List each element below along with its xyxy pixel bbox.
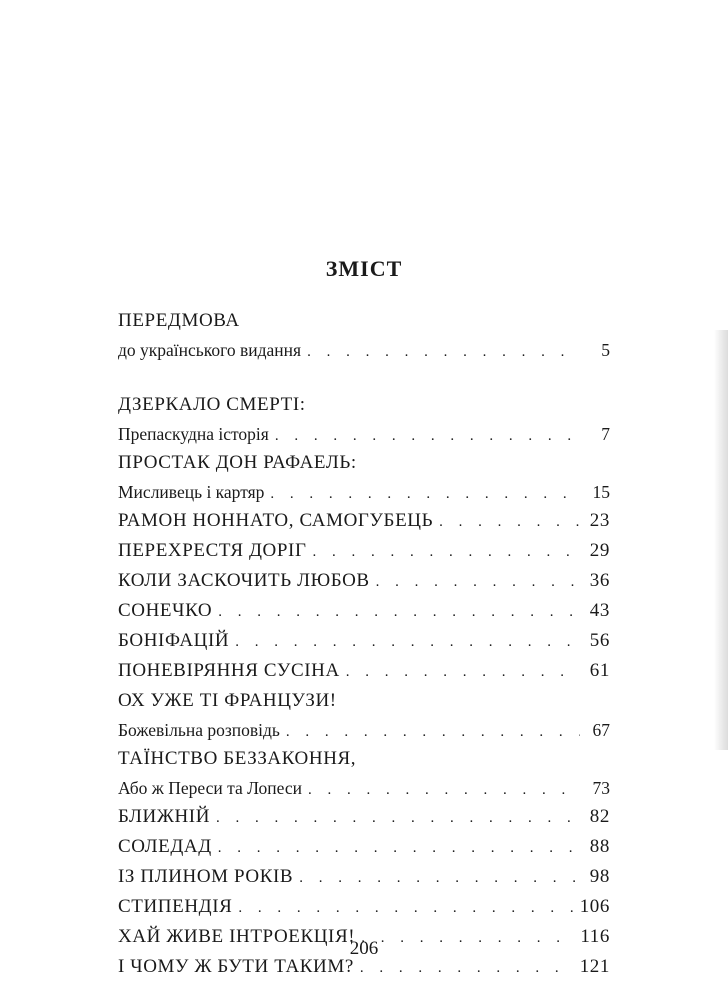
toc-entry-title — [118, 862, 610, 892]
dot-leader — [238, 893, 573, 923]
toc-entry-subtitle — [118, 774, 610, 802]
dot-leader — [286, 718, 580, 746]
toc-entry-text: Мисливець і картяр — [118, 482, 265, 502]
toc-entry-title — [118, 448, 610, 478]
toc-entry-title — [118, 686, 610, 716]
toc-entry-subtitle — [118, 716, 610, 744]
toc-page-number: 67 — [592, 720, 610, 740]
toc-entry-text: СОНЕЧКО — [118, 600, 213, 621]
toc-spacer — [118, 364, 610, 390]
toc-entry-text: ПРОСТАК ДОН РАФАЕЛЬ: — [118, 452, 357, 473]
toc-entry-title — [118, 596, 610, 626]
toc-page-number: 121 — [579, 956, 610, 977]
dot-leader — [216, 803, 580, 833]
toc-entry-text: КОЛИ ЗАСКОЧИТЬ ЛЮБОВ — [118, 570, 370, 591]
dot-leader — [346, 657, 580, 687]
toc-entry-text: ПОНЕВІРЯННЯ СУСІНА — [118, 660, 340, 681]
toc-entry-text: СТИПЕНДІЯ — [118, 896, 233, 917]
toc-entry-text: БЛИЖНІЙ — [118, 806, 211, 827]
toc-entry-title — [118, 306, 610, 336]
toc-entry-title — [118, 566, 610, 596]
toc-entry-text: ПЕРЕДМОВА — [118, 310, 240, 331]
dot-leader — [439, 507, 580, 537]
dot-leader — [218, 833, 580, 863]
toc-page-number: 7 — [601, 424, 610, 444]
toc-entry-text: СОЛЕДАД — [118, 836, 212, 857]
toc-entry-text: ОХ УЖЕ ТІ ФРАНЦУЗИ! — [118, 690, 337, 711]
dot-leader — [270, 480, 580, 508]
toc-page-number: 36 — [589, 570, 610, 591]
toc-entry-subtitle — [118, 420, 610, 448]
toc-page-number: 82 — [589, 806, 610, 827]
toc-entry-text: до українського видання — [118, 340, 302, 360]
toc-entry-title — [118, 390, 610, 420]
toc-entry-text: ІЗ ПЛИНОМ РОКІВ — [118, 866, 294, 887]
dot-leader — [308, 776, 580, 804]
dot-leader — [235, 627, 580, 657]
toc-entry-title — [118, 744, 610, 774]
dot-leader — [307, 338, 580, 366]
table-of-contents — [118, 306, 610, 982]
toc-entry-text: ХАЙ ЖИВЕ ІНТРОЕКЦІЯ! — [118, 926, 356, 947]
toc-entry-title — [118, 832, 610, 862]
toc-entry-subtitle — [118, 336, 610, 364]
toc-page-number: 29 — [589, 540, 610, 561]
dot-leader — [275, 422, 580, 450]
dot-leader — [299, 863, 580, 893]
dot-leader — [313, 537, 580, 567]
toc-entry-text: ПЕРЕХРЕСТЯ ДОРІГ — [118, 540, 307, 561]
toc-entry-subtitle — [118, 478, 610, 506]
toc-entry-text: ДЗЕРКАЛО СМЕРТІ: — [118, 394, 306, 415]
toc-entry-title — [118, 656, 610, 686]
toc-entry-text: ТАЇНСТВО БЕЗЗАКОННЯ, — [118, 748, 357, 769]
toc-page-number: 56 — [589, 630, 610, 651]
toc-entry-title — [118, 536, 610, 566]
toc-entry-title — [118, 626, 610, 656]
toc-entry-text: Божевільна розповідь — [118, 720, 280, 740]
toc-page-number: 23 — [589, 510, 610, 531]
toc-entry-title — [118, 892, 610, 922]
toc-entry-text: Або ж Переси та Лопеси — [118, 778, 302, 798]
toc-page-number: 15 — [592, 482, 610, 502]
toc-entry-title — [118, 802, 610, 832]
toc-page-number: 61 — [589, 660, 610, 681]
toc-page-number: 116 — [580, 926, 610, 947]
toc-page-number: 98 — [589, 866, 610, 887]
toc-page-number: 88 — [589, 836, 610, 857]
toc-page-number: 5 — [601, 340, 610, 360]
toc-entry-title — [118, 506, 610, 536]
page-edge-shadow — [714, 330, 728, 750]
page-number: 206 — [349, 938, 379, 959]
toc-page-number: 106 — [579, 896, 610, 917]
dot-leader — [218, 597, 580, 627]
toc-entry-text: БОНІФАЦІЙ — [118, 630, 230, 651]
toc-page-number: 43 — [589, 600, 610, 621]
toc-entry-text: РАМОН НОННАТО, САМОГУБЕЦЬ — [118, 510, 434, 531]
dot-leader — [376, 567, 580, 597]
toc-page-number: 73 — [592, 778, 610, 798]
toc-entry-text: Препаскудна історія — [118, 424, 269, 444]
toc-entry-text: І ЧОМУ Ж БУТИ ТАКИМ? — [118, 956, 354, 977]
page-title: ЗМІСТ — [325, 256, 403, 281]
